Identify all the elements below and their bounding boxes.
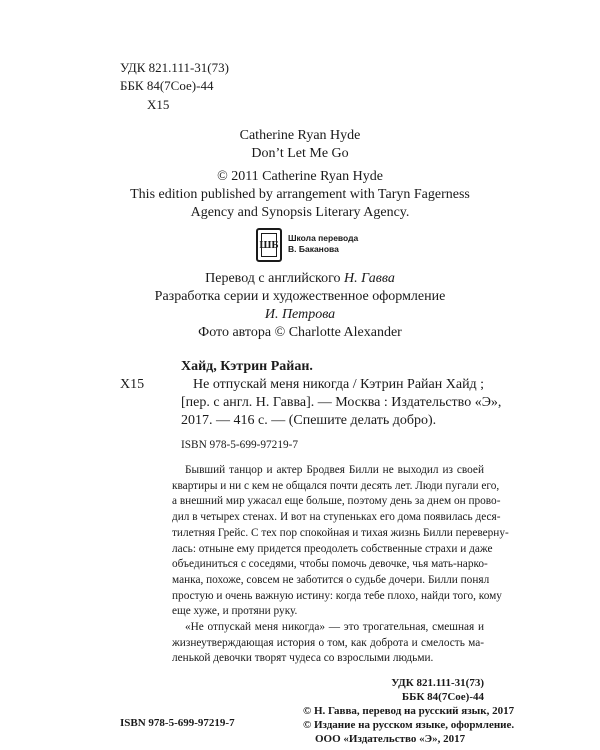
- annotation-line: тилетняя Грейс. С тех пор спокойная и тихая жизнь Билли переверну-: [172, 526, 509, 539]
- annotation-line: манка, похоже, совсем не заботится о судьбе дочери. Билли понял: [172, 573, 490, 586]
- school-logo: [256, 228, 366, 264]
- school-logo-glyph: ШБ: [261, 233, 277, 257]
- footer-isbn: ISBN 978-5-699-97219-7: [120, 717, 235, 729]
- bib-line-1: Не отпускай меня никогда / Кэтрин Райан Хайд ;: [193, 377, 485, 392]
- original-title: Don’t Let Me Go: [251, 146, 349, 161]
- designer-name: И. Петрова: [264, 307, 336, 322]
- bib-author-mark: Х15: [120, 377, 145, 392]
- footer-copyright-translation: © Н. Гавва, перевод на русский язык, 2017: [303, 705, 515, 717]
- translation-prefix: Перевод с английского: [205, 271, 345, 286]
- annotation-line: лась: отныне ему придется преодолеть собственные страхи и даже: [172, 542, 493, 555]
- original-copyright: © 2011 Catherine Ryan Hyde: [217, 169, 383, 184]
- annotation-line: еще хуже, и протяни руку.: [172, 605, 298, 618]
- footer-copyright-edition: © Издание на русском языке, оформление.: [303, 719, 515, 731]
- annotation-line: Бывший танцор и актер Бродвея Билли не выходил из своей: [185, 464, 484, 476]
- footer-copyright-publisher: ООО «Издательство «Э», 2017: [315, 733, 466, 745]
- bib-isbn: ISBN 978-5-699-97219-7: [181, 439, 299, 451]
- school-logo-text: [288, 233, 358, 255]
- bib-author-heading: Хайд, Кэтрин Райан.: [181, 359, 313, 374]
- annotation-line: ленькой девочки творят чудеса со взрослыми людьми.: [172, 652, 434, 665]
- bib-line-3: 2017. — 416 с. — (Спешите делать добро).: [181, 413, 437, 428]
- udk-code: УДК 821.111-31(73): [120, 60, 229, 75]
- original-author: Catherine Ryan Hyde: [239, 128, 361, 143]
- edition-note-line1: This edition published by arrangement with Taryn Fagerness: [130, 187, 470, 202]
- bbk-code: ББК 84(7Сое)-44: [120, 78, 214, 93]
- annotation: [172, 463, 509, 667]
- school-logo-emblem: [256, 228, 282, 262]
- annotation-line: простую и очень важную истину: когда тебе плохо, найди того, кому: [172, 589, 502, 602]
- photo-credit: Фото автора © Charlotte Alexander: [198, 325, 402, 340]
- translator-name: Н. Гавва: [344, 271, 395, 286]
- annotation-line: а внешний мир ужасал еще больше, поэтому день за днем он прово-: [172, 495, 501, 508]
- school-logo-line2: В. Баканова: [288, 244, 339, 254]
- bib-line-2: [пер. с англ. Н. Гавва]. — Москва : Издательство «Э»,: [181, 395, 502, 410]
- series-design-credit: Разработка серии и художественное оформление: [154, 289, 446, 304]
- annotation-line: «Не отпускай меня никогда» — это трогательная, смешная и: [185, 621, 484, 634]
- edition-note-line2: Agency and Synopsis Literary Agency.: [190, 205, 410, 220]
- annotation-line: дил в четырех стенах. И вот на ступеньках его дома появилась деся-: [172, 511, 501, 524]
- bbk-code-repeat: ББК 84(7Сое)-44: [401, 691, 484, 703]
- annotation-line: квартиры и ни с кем не общался почти десять лет. Люди пугали его,: [172, 479, 500, 492]
- author-mark: Х15: [147, 97, 170, 112]
- school-logo-line1: Школа перевода: [288, 233, 359, 243]
- annotation-line: объединиться с соседями, чтобы помочь девочке, чья мать-нарко-: [172, 558, 488, 571]
- translation-credit: [100, 270, 500, 287]
- udk-code-repeat: УДК 821.111-31(73): [391, 677, 484, 689]
- annotation-line: жизнеутверждающая история о том, как доброта и смелость ма-: [172, 636, 484, 649]
